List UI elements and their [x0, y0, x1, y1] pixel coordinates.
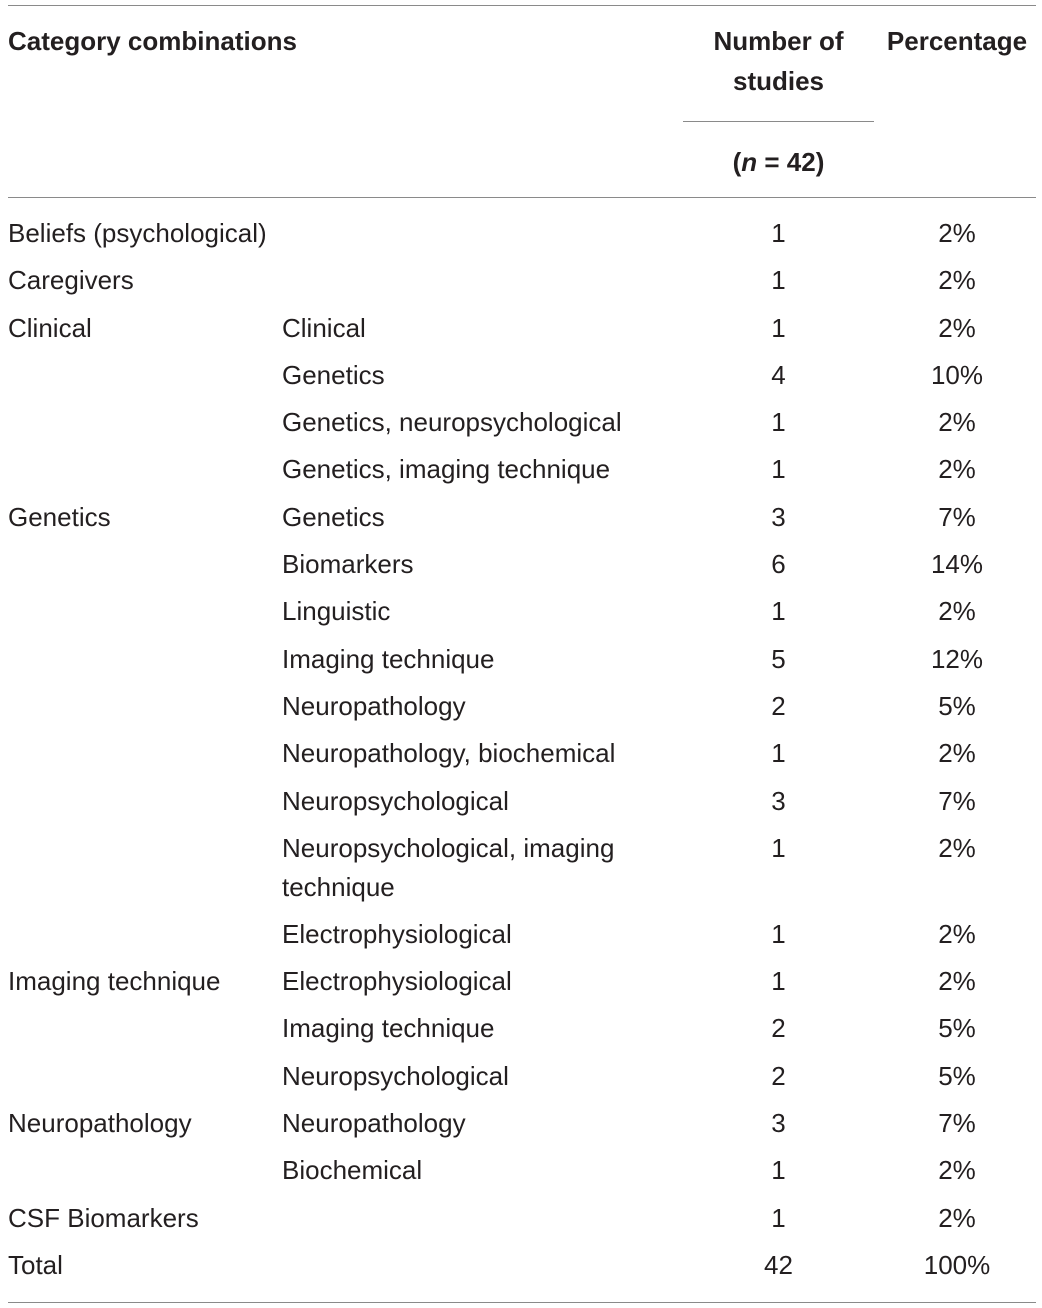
table-row — [0, 305, 1042, 352]
number-cell: 1 — [771, 918, 786, 949]
column-header-percentage: Percentage — [886, 26, 1028, 56]
subcategory-cell: Imaging technique — [282, 1013, 495, 1044]
percentage-cell: 5% — [938, 1013, 976, 1044]
percentage-cell: 2% — [938, 407, 976, 438]
subcategory-cell: Neuropathology, biochemical — [282, 738, 616, 769]
percentage-cell: 12% — [930, 643, 984, 674]
subcategory-cell: Neuropsychological, imaging technique — [282, 832, 615, 902]
percentage-cell: 2% — [938, 966, 976, 997]
category-cell: Beliefs (psychological) — [8, 218, 267, 248]
table-row — [0, 911, 1042, 958]
table-row — [0, 399, 1042, 446]
category-cell: CSF Biomarkers — [8, 1202, 199, 1233]
subcategory-cell: Neuropsychological — [282, 785, 509, 816]
number-cell: 4 — [771, 359, 786, 390]
number-cell: 1 — [771, 218, 786, 248]
number-cell: 3 — [771, 1108, 786, 1139]
category-cell: Neuropathology — [8, 1108, 192, 1139]
subcategory-cell: Electrophysiological — [282, 966, 512, 997]
subcategory-cell: Neuropathology — [282, 690, 466, 721]
table-row — [0, 1053, 1042, 1100]
table-row — [0, 730, 1042, 777]
table-row — [0, 958, 1042, 1005]
column-header-category: Category combinations — [8, 26, 297, 56]
subcategory-cell: Genetics, neuropsychological — [282, 407, 622, 438]
table-row — [0, 1195, 1042, 1242]
percentage-cell: 2% — [938, 832, 976, 863]
subcategory-cell — [282, 210, 672, 214]
percentage-cell: 2% — [938, 596, 976, 627]
percentage-cell: 7% — [938, 501, 976, 532]
number-cell: 1 — [771, 738, 786, 769]
number-cell: 42 — [764, 1249, 793, 1280]
subcategory-cell: Electrophysiological — [282, 918, 512, 949]
number-cell: 1 — [771, 832, 786, 863]
number-cell: 2 — [771, 690, 786, 721]
n-value: = 42) — [757, 147, 825, 177]
category-cell: Total — [8, 1249, 63, 1280]
column-header-number-of-studies — [683, 21, 874, 101]
subcategory-cell — [282, 1195, 672, 1199]
table-row — [0, 494, 1042, 541]
table-row — [0, 210, 1042, 257]
number-cell: 1 — [771, 1202, 786, 1233]
number-cell: 6 — [771, 549, 786, 580]
table-row — [0, 1147, 1042, 1194]
category-cell: Imaging technique — [8, 966, 221, 997]
subcategory-cell — [282, 1242, 672, 1246]
table-row — [0, 825, 1042, 911]
percentage-cell: 7% — [938, 1108, 976, 1139]
subcategory-cell: Neuropathology — [282, 1108, 466, 1139]
number-header-subrule — [683, 121, 874, 122]
percentage-cell: 2% — [938, 1202, 976, 1233]
number-cell: 3 — [771, 785, 786, 816]
subcategory-cell: Biomarkers — [282, 549, 414, 580]
percentage-cell: 100% — [923, 1249, 991, 1280]
percentage-cell: 10% — [930, 359, 984, 390]
sample-size-label — [683, 142, 874, 182]
percentage-cell: 2% — [938, 918, 976, 949]
percentage-cell: 5% — [938, 1060, 976, 1091]
subcategory-cell: Genetics — [282, 501, 385, 532]
table-body — [0, 210, 1042, 1289]
number-cell: 1 — [771, 312, 786, 343]
n-symbol: n — [741, 147, 758, 177]
subcategory-cell — [282, 257, 672, 261]
percentage-cell: 2% — [938, 454, 976, 485]
table-row — [0, 446, 1042, 493]
percentage-cell: 5% — [938, 690, 976, 721]
subcategory-cell: Biochemical — [282, 1155, 423, 1186]
percentage-cell: 7% — [938, 785, 976, 816]
number-cell: 1 — [771, 966, 786, 997]
percentage-cell: 2% — [938, 1155, 976, 1186]
table-bottom-rule — [8, 1302, 1036, 1303]
n-open-paren: ( — [732, 147, 742, 177]
table-row — [0, 1005, 1042, 1052]
percentage-cell: 2% — [938, 218, 976, 248]
number-cell: 1 — [771, 265, 786, 296]
percentage-cell: 14% — [930, 549, 984, 580]
number-cell: 3 — [771, 501, 786, 532]
category-cell: Genetics — [8, 501, 111, 532]
table-row — [0, 1242, 1042, 1289]
subcategory-cell: Clinical — [282, 312, 366, 343]
category-cell: Clinical — [8, 312, 92, 343]
number-header-line1: Number of — [713, 26, 844, 56]
table-row — [0, 588, 1042, 635]
table-row — [0, 636, 1042, 683]
table-row — [0, 778, 1042, 825]
percentage-cell: 2% — [938, 738, 976, 769]
table-row — [0, 257, 1042, 304]
number-header-line2: studies — [732, 66, 825, 96]
header-bottom-rule — [8, 197, 1036, 198]
subcategory-cell: Genetics — [282, 359, 385, 390]
category-cell: Caregivers — [8, 265, 134, 296]
subcategory-cell: Linguistic — [282, 596, 391, 627]
table-top-rule — [8, 5, 1036, 6]
number-cell: 1 — [771, 454, 786, 485]
number-cell: 1 — [771, 407, 786, 438]
table-row — [0, 1100, 1042, 1147]
table-row — [0, 541, 1042, 588]
number-cell: 2 — [771, 1013, 786, 1044]
number-cell: 2 — [771, 1060, 786, 1091]
number-cell: 5 — [771, 643, 786, 674]
subcategory-cell: Imaging technique — [282, 643, 495, 674]
percentage-cell: 2% — [938, 265, 976, 296]
number-cell: 1 — [771, 596, 786, 627]
table-row — [0, 683, 1042, 730]
table-row — [0, 352, 1042, 399]
subcategory-cell: Neuropsychological — [282, 1060, 509, 1091]
number-cell: 1 — [771, 1155, 786, 1186]
subcategory-cell: Genetics, imaging technique — [282, 454, 611, 485]
percentage-cell: 2% — [938, 312, 976, 343]
